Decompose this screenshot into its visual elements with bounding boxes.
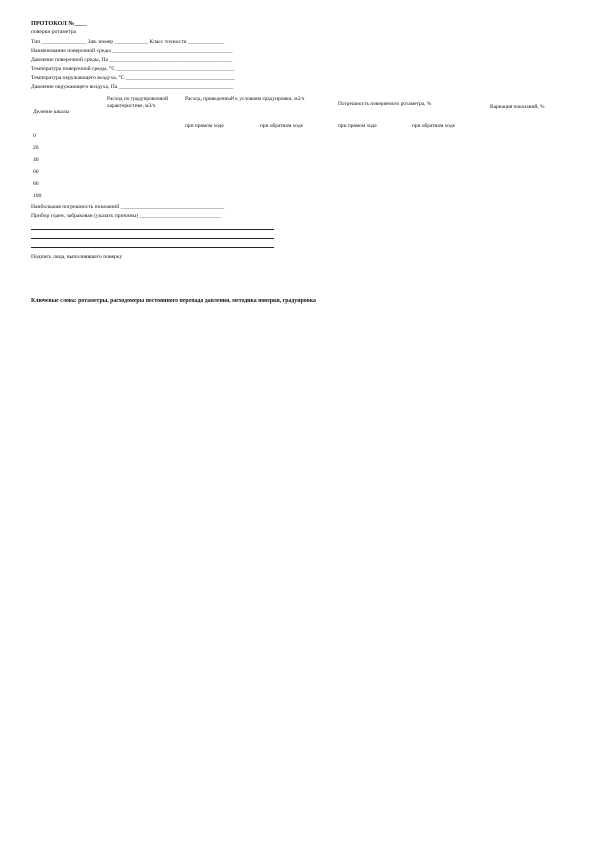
table-row-division: 0 [33, 133, 36, 139]
table-header-error-reverse: при обратном ходе [412, 123, 455, 129]
field-air-temperature: Температура окружающего воздуха, °С _______________________________________ [31, 75, 235, 81]
field-verdict: Прибор годен, забракован (указать причины) _____________________________ [31, 213, 221, 219]
keywords-line: Ключевые слова: ротаметры, расходомеры постоянного перепада давления, методика поверки, градуировка [31, 298, 316, 304]
field-max-error: Наибольшая погрешность показаний _____________________________________ [31, 204, 225, 210]
blank-line [31, 229, 274, 230]
protocol-title: ПРОТОКОЛ №____ [31, 20, 87, 27]
table-header-calibration-flow: Расход по градуировочной характеристике, м3/ч [107, 96, 169, 109]
table-row-division: 60 [33, 169, 39, 175]
table-header-error-forward: при прямом ходе [338, 123, 377, 129]
table-header-reduced-flow: Расход, приведенный к условиям градуировки, м3/ч [185, 96, 305, 102]
signature-label: Подпись лица, выполнявшего поверку [31, 254, 123, 260]
protocol-subtitle: поверки ротаметра [31, 29, 77, 35]
table-header-reduced-flow-forward: при прямом ходе [185, 123, 224, 129]
field-medium-pressure: Давление поверочной среды, Па ____________________________________________ [31, 57, 233, 63]
field-medium-temperature: Температура поверочной среды, °С __________________________________________ [31, 66, 234, 72]
table-row-division: 20 [33, 145, 39, 151]
table-row-division: 80 [33, 181, 39, 187]
table-row-division: 40 [33, 157, 39, 163]
blank-line [31, 238, 274, 239]
field-air-pressure: Давление окружающего воздуха, Па _________________________________________ [31, 84, 234, 90]
table-header-scale-division: Деление шкалы [33, 109, 70, 115]
table-header-variation: Вариация показаний, % [490, 104, 545, 110]
field-type-serial-class: Тип ________________ Зав. номер ____________ Класс точности _____________ [31, 39, 225, 45]
blank-line [31, 247, 274, 248]
table-row-division: 100 [33, 193, 42, 199]
table-header-error: Погрешность поверяемого ротаметра, % [338, 101, 432, 107]
table-header-reduced-flow-reverse: при обратном ходе [260, 123, 303, 129]
field-medium-name: Наименование поверочной среды ___________________________________________ [31, 48, 233, 54]
